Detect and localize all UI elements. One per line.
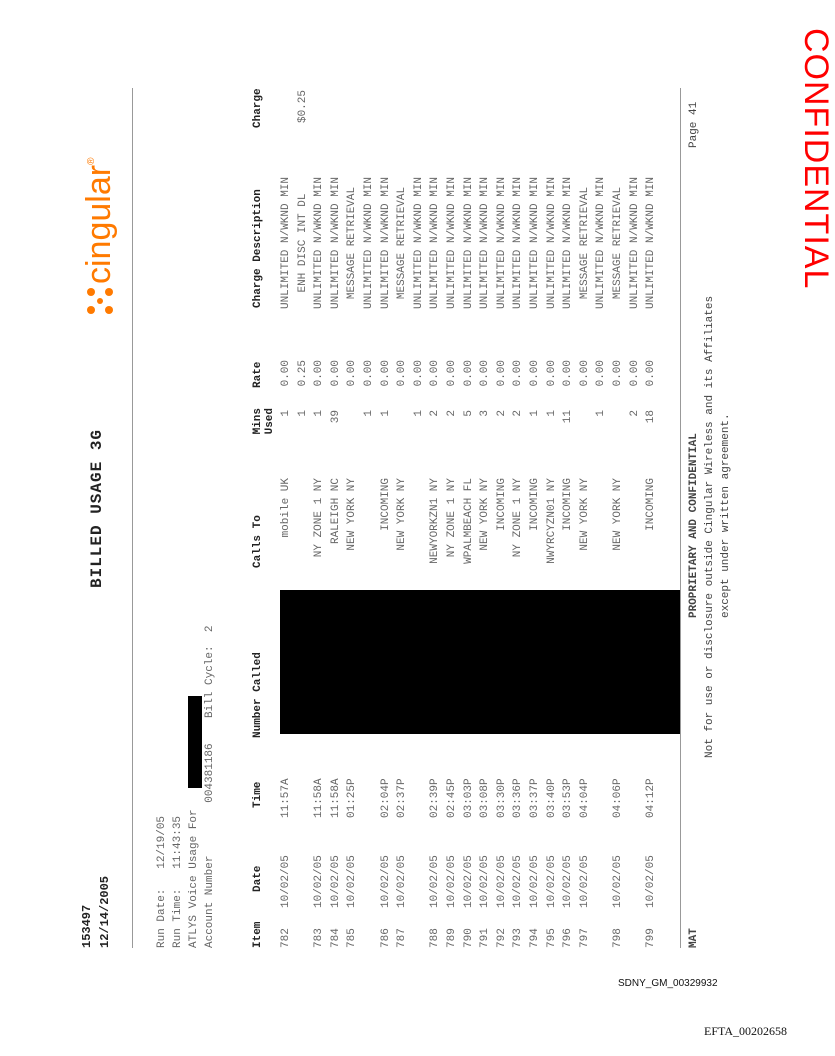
cell-charge-description: UNLIMITED N/WKND MIN xyxy=(495,176,508,310)
cell-item: 794 xyxy=(529,928,541,948)
cell-rate: 0.00 xyxy=(429,360,442,387)
cell-date: 10/02/05 xyxy=(512,855,525,908)
cell-mins-used: 2 xyxy=(429,410,442,417)
cell-calls-to: INCOMING xyxy=(529,478,541,531)
col-header-calls-to: Calls To xyxy=(252,515,264,568)
col-header-charge: Charge xyxy=(252,88,264,128)
cell-time: 04:04P xyxy=(578,778,591,818)
cell-charge-description: UNLIMITED N/WKND MIN xyxy=(429,176,442,310)
col-header-time: Time xyxy=(252,781,264,808)
cell-time: 03:08P xyxy=(479,778,492,818)
cell-item: 784 xyxy=(329,928,342,948)
cell-mins-used: 1 xyxy=(529,410,541,417)
cell-date: 10/02/05 xyxy=(429,855,442,908)
cell-calls-to: NY ZONE 1 NY xyxy=(313,478,326,558)
usage-for-label: ATLYS Voice Usage For xyxy=(188,809,200,948)
cell-time: 11:58A xyxy=(329,778,342,818)
cell-item: 782 xyxy=(280,928,292,948)
cell-rate: 0.25 xyxy=(296,360,309,387)
cingular-jack-icon xyxy=(83,284,117,318)
cell-mins-used: 1 xyxy=(280,410,292,417)
cell-calls-to: NEW YORK NY xyxy=(346,478,359,551)
top-rule xyxy=(132,88,133,948)
cell-charge-description: MESSAGE RETRIEVAL xyxy=(346,186,359,300)
cell-item: 785 xyxy=(346,928,359,948)
cell-calls-to: mobile UK xyxy=(280,478,292,538)
cell-charge-description: UNLIMITED N/WKND MIN xyxy=(512,176,525,310)
bates-number-sdny: SDNY_GM_00329932 xyxy=(618,978,718,989)
cell-charge-description: UNLIMITED N/WKND MIN xyxy=(313,176,326,310)
cell-charge-description: UNLIMITED N/WKND MIN xyxy=(379,176,392,310)
cell-date: 10/02/05 xyxy=(562,855,575,908)
cell-time: 03:40P xyxy=(545,778,558,818)
cell-calls-to: NEW YORK NY xyxy=(396,478,409,551)
cell-rate: 0.00 xyxy=(479,360,492,387)
cell-mins-used: 2 xyxy=(495,410,508,417)
cell-mins-used: 5 xyxy=(462,410,475,417)
cell-item: 793 xyxy=(512,928,525,948)
cell-time: 03:30P xyxy=(495,778,508,818)
cell-mins-used: 1 xyxy=(313,410,326,417)
cell-mins-used: 18 xyxy=(645,410,658,424)
cell-charge-description: UNLIMITED N/WKND MIN xyxy=(529,176,541,310)
cell-date: 10/02/05 xyxy=(446,855,458,908)
cell-date: 10/02/05 xyxy=(612,855,624,908)
cell-calls-to: RALEIGH NC xyxy=(329,478,342,545)
run-date: Run Date: 12/19/05 xyxy=(156,815,168,948)
cell-date: 10/02/05 xyxy=(479,855,492,908)
cell-calls-to: NY ZONE 1 NY xyxy=(446,478,458,558)
cell-item: 797 xyxy=(578,928,591,948)
cell-date: 10/02/05 xyxy=(495,855,508,908)
cell-rate: 0.00 xyxy=(562,360,575,387)
cell-item: 783 xyxy=(313,928,326,948)
cell-rate: 0.00 xyxy=(495,360,508,387)
cell-time: 02:37P xyxy=(396,778,409,818)
cell-rate: 0.00 xyxy=(363,360,375,387)
cell-charge-description: ENH DISC INT DL xyxy=(296,193,309,293)
redaction-box xyxy=(188,696,202,788)
cell-rate: 0.00 xyxy=(645,360,658,387)
cell-rate: 0.00 xyxy=(379,360,392,387)
cell-rate: 0.00 xyxy=(529,360,541,387)
cell-charge-description: UNLIMITED N/WKND MIN xyxy=(562,176,575,310)
cell-time: 03:53P xyxy=(562,778,575,818)
col-header-charge-description: Charge Description xyxy=(252,189,264,308)
cell-time: 02:04P xyxy=(379,778,392,818)
cell-calls-to: NY ZONE 1 NY xyxy=(512,478,525,558)
col-header-item: Item xyxy=(252,921,264,948)
cingular-logo xyxy=(80,158,119,318)
report-date: 12/14/2005 xyxy=(98,875,112,948)
cell-rate: 0.00 xyxy=(446,360,458,387)
cell-mins-used: 39 xyxy=(329,410,342,424)
cell-item: 786 xyxy=(379,928,392,948)
cell-time: 03:36P xyxy=(512,778,525,818)
cell-item: 787 xyxy=(396,928,409,948)
account-number: Account Number 004381186 xyxy=(204,743,216,948)
cell-time: 02:39P xyxy=(429,778,442,818)
report-id: 153497 xyxy=(80,904,94,948)
cell-date: 10/02/05 xyxy=(462,855,475,908)
col-header-mins-used: Mins Used xyxy=(252,408,276,435)
cell-charge-description: UNLIMITED N/WKND MIN xyxy=(479,176,492,310)
cell-date: 10/02/05 xyxy=(529,855,541,908)
bottom-rule xyxy=(680,88,681,948)
cell-charge-description: UNLIMITED N/WKND MIN xyxy=(645,176,658,310)
cell-mins-used: 1 xyxy=(296,410,309,417)
logo-wordmark: cingular xyxy=(80,164,118,284)
rotated-report-page xyxy=(80,48,732,948)
cell-item: 799 xyxy=(645,928,658,948)
cell-time: 03:03P xyxy=(462,778,475,818)
cell-rate: 0.00 xyxy=(628,360,641,387)
cell-charge-description: UNLIMITED N/WKND MIN xyxy=(462,176,475,310)
cell-item: 788 xyxy=(429,928,442,948)
cell-time: 11:57A xyxy=(280,778,292,818)
cell-charge-description: MESSAGE RETRIEVAL xyxy=(578,186,591,300)
cell-charge-description: UNLIMITED N/WKND MIN xyxy=(595,176,608,310)
cell-rate: 0.00 xyxy=(595,360,608,387)
cell-date: 10/02/05 xyxy=(645,855,658,908)
cell-date: 10/02/05 xyxy=(396,855,409,908)
cell-rate: 0.00 xyxy=(329,360,342,387)
cell-mins-used: 1 xyxy=(363,410,375,417)
bill-cycle: Bill Cycle: 2 xyxy=(204,625,216,718)
cell-charge-description: UNLIMITED N/WKND MIN xyxy=(545,176,558,310)
number-called-redaction xyxy=(280,590,680,734)
cell-charge-description: UNLIMITED N/WKND MIN xyxy=(446,176,458,310)
cell-date: 10/02/05 xyxy=(545,855,558,908)
cell-rate: 0.00 xyxy=(462,360,475,387)
cell-calls-to: NWYRCYZN01 NY xyxy=(545,478,558,564)
cell-charge-description: UNLIMITED N/WKND MIN xyxy=(628,176,641,310)
run-time: Run Time: 11:43:35 xyxy=(172,815,184,948)
cell-time: 04:06P xyxy=(612,778,624,818)
cell-time: 11:58A xyxy=(313,778,326,818)
cell-rate: 0.00 xyxy=(612,360,624,387)
footer-proprietary: PROPRIETARY AND CONFIDENTIAL xyxy=(688,433,700,618)
cell-rate: 0.00 xyxy=(280,360,292,387)
cell-mins-used: 1 xyxy=(379,410,392,417)
page-number: Page 41 xyxy=(688,101,700,148)
cell-charge-description: UNLIMITED N/WKND MIN xyxy=(280,176,292,310)
cell-rate: 0.00 xyxy=(346,360,359,387)
cell-calls-to: INCOMING xyxy=(495,478,508,531)
cell-mins-used: 11 xyxy=(562,410,575,424)
cell-mins-used: 1 xyxy=(412,410,425,417)
cell-time: 02:45P xyxy=(446,778,458,818)
cell-calls-to: NEWYORKZN1 NY xyxy=(429,478,442,564)
col-header-rate: Rate xyxy=(252,361,264,388)
cell-calls-to: NEW YORK NY xyxy=(612,478,624,551)
cell-rate: 0.00 xyxy=(396,360,409,387)
page-title: BILLED USAGE 3G xyxy=(88,428,106,588)
cell-date: 10/02/05 xyxy=(329,855,342,908)
cell-mins-used: 1 xyxy=(595,410,608,417)
cell-time: 04:12P xyxy=(645,778,658,818)
cell-date: 10/02/05 xyxy=(280,855,292,908)
cell-rate: 0.00 xyxy=(412,360,425,387)
cell-calls-to: INCOMING xyxy=(645,478,658,531)
cell-time: 01:25P xyxy=(346,778,359,818)
cell-item: 792 xyxy=(495,928,508,948)
cell-item: 798 xyxy=(612,928,624,948)
cell-item: 791 xyxy=(479,928,492,948)
cell-mins-used: 3 xyxy=(479,410,492,417)
cell-rate: 0.00 xyxy=(578,360,591,387)
cell-calls-to: WPALMBEACH FL xyxy=(462,478,475,564)
cell-item: 789 xyxy=(446,928,458,948)
bates-number-efta: EFTA_00202658 xyxy=(704,1024,788,1038)
cell-calls-to: NEW YORK NY xyxy=(479,478,492,551)
registered-mark: ® xyxy=(86,157,97,165)
cell-mins-used: 2 xyxy=(628,410,641,417)
cell-calls-to: INCOMING xyxy=(562,478,575,531)
cell-date: 10/02/05 xyxy=(379,855,392,908)
cell-date: 10/02/05 xyxy=(578,855,591,908)
cell-time: 03:37P xyxy=(529,778,541,818)
cell-item: 796 xyxy=(562,928,575,948)
cell-mins-used: 1 xyxy=(545,410,558,417)
cell-charge: $0.25 xyxy=(296,90,309,124)
cell-item: 795 xyxy=(545,928,558,948)
footer-disclosure-line-2: except under written agreement. xyxy=(720,413,732,618)
cell-rate: 0.00 xyxy=(512,360,525,387)
cell-charge-description: UNLIMITED N/WKND MIN xyxy=(329,176,342,310)
footer-mat: MAT xyxy=(688,928,700,948)
cell-charge-description: UNLIMITED N/WKND MIN xyxy=(412,176,425,310)
cell-charge-description: MESSAGE RETRIEVAL xyxy=(612,186,624,300)
col-header-number-called: Number Called xyxy=(252,652,264,738)
cell-mins-used: 2 xyxy=(446,410,458,417)
cell-calls-to: INCOMING xyxy=(379,478,392,531)
col-header-date: Date xyxy=(252,865,264,892)
cell-charge-description: UNLIMITED N/WKND MIN xyxy=(363,176,375,310)
footer-disclosure-line-1: Not for use or disclosure outside Cingular Wireless and its Affiliates xyxy=(704,295,716,758)
cell-charge-description: MESSAGE RETRIEVAL xyxy=(396,186,409,300)
cell-date: 10/02/05 xyxy=(313,855,326,908)
cell-item: 790 xyxy=(462,928,475,948)
confidential-stamp: CONFIDENTIAL xyxy=(797,28,835,290)
cell-rate: 0.00 xyxy=(545,360,558,387)
cell-calls-to: NEW YORK NY xyxy=(578,478,591,551)
cell-date: 10/02/05 xyxy=(346,855,359,908)
cell-rate: 0.00 xyxy=(313,360,326,387)
cell-mins-used: 2 xyxy=(512,410,525,417)
